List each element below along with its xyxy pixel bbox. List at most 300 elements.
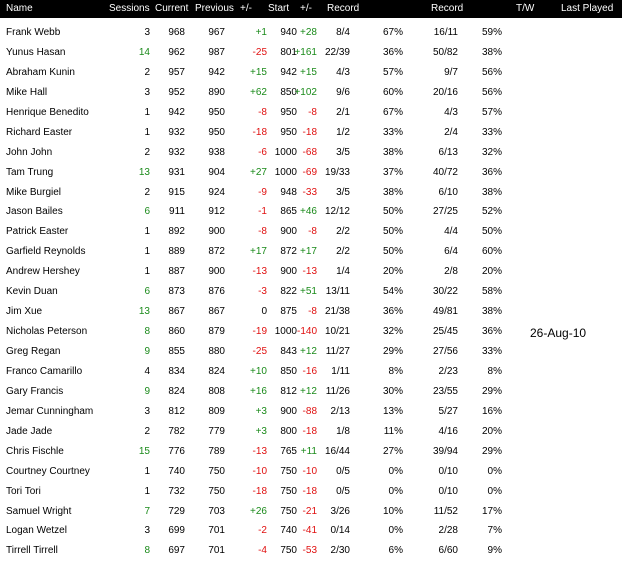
record-current: 2/1 <box>336 106 350 118</box>
record-current: 2/30 <box>330 545 350 557</box>
current-rating: 911 <box>169 206 185 218</box>
delta-previous: +3 <box>255 405 267 417</box>
table-row <box>0 362 622 382</box>
player-name: Samuel Wright <box>6 505 72 517</box>
delta-start: +46 <box>300 206 317 218</box>
sessions-count: 4 <box>144 365 150 377</box>
sessions-count: 8 <box>144 545 150 557</box>
delta-start: -41 <box>302 525 317 537</box>
record-total: 5/27 <box>438 405 458 417</box>
delta-previous: -3 <box>258 286 267 298</box>
sessions-count: 2 <box>144 186 150 198</box>
player-name: Abraham Kunin <box>6 66 75 78</box>
start-rating: 865 <box>280 206 297 218</box>
sessions-count: 1 <box>144 246 150 258</box>
record-current: 16/44 <box>324 445 350 457</box>
sessions-count: 2 <box>144 146 150 158</box>
table-row <box>0 442 622 462</box>
table-row <box>0 103 622 123</box>
pct-total: 16% <box>481 405 502 417</box>
start-rating: 750 <box>280 505 297 517</box>
current-rating: 776 <box>168 445 185 457</box>
pct-current: 36% <box>382 46 403 58</box>
delta-previous: 0 <box>261 306 267 318</box>
record-total: 6/4 <box>444 246 458 258</box>
header-tw: T/W <box>516 3 535 14</box>
record-total: 2/8 <box>444 266 458 278</box>
sessions-count: 3 <box>144 27 150 38</box>
player-name: Chris Fischle <box>6 445 64 457</box>
delta-start: -69 <box>302 166 317 178</box>
header-current: Current <box>155 3 189 14</box>
record-current: 0/14 <box>330 525 350 537</box>
pct-current: 8% <box>388 365 403 377</box>
sessions-count: 7 <box>144 505 150 517</box>
pct-current: 67% <box>382 27 403 38</box>
pct-current: 57% <box>382 66 403 78</box>
current-rating: 867 <box>168 306 185 318</box>
previous-rating: 880 <box>208 346 225 357</box>
current-rating: 931 <box>168 166 185 178</box>
record-current: 19/33 <box>324 166 350 178</box>
sessions-count: 6 <box>144 286 150 298</box>
delta-previous: -6 <box>258 146 267 158</box>
pct-current: 27% <box>382 445 403 457</box>
sessions-count: 6 <box>144 206 150 218</box>
record-current: 3/5 <box>336 146 350 158</box>
delta-start: -13 <box>302 266 317 278</box>
pct-total: 50% <box>481 226 502 238</box>
pct-total: 60% <box>481 246 502 258</box>
delta-previous: -4 <box>258 545 267 557</box>
pct-current: 33% <box>382 126 403 138</box>
delta-start: -140 <box>296 326 317 338</box>
start-rating: 801 <box>280 46 297 58</box>
delta-previous: +16 <box>250 385 267 397</box>
table-row <box>0 242 622 262</box>
delta-start: +12 <box>300 385 317 397</box>
record-total: 6/13 <box>438 146 458 158</box>
pct-total: 52% <box>481 206 502 218</box>
table-row <box>0 202 622 222</box>
record-current: 9/6 <box>336 86 350 98</box>
sessions-count: 14 <box>138 46 150 58</box>
pct-total: 32% <box>481 146 502 158</box>
delta-previous: -25 <box>252 346 267 357</box>
previous-rating: 924 <box>208 186 225 198</box>
sessions-count: 2 <box>144 425 150 437</box>
pct-total: 20% <box>481 266 502 278</box>
delta-start: -68 <box>302 146 317 158</box>
record-total: 25/45 <box>432 326 458 338</box>
pct-current: 6% <box>388 545 403 557</box>
sessions-count: 1 <box>144 266 150 278</box>
current-rating: 782 <box>168 425 185 437</box>
previous-rating: 701 <box>208 525 225 537</box>
pct-current: 54% <box>382 286 403 298</box>
previous-rating: 938 <box>208 146 225 158</box>
record-total: 0/10 <box>438 485 458 497</box>
record-total: 27/25 <box>432 206 458 218</box>
previous-rating: 950 <box>208 126 225 138</box>
table-row <box>0 183 622 203</box>
delta-previous: -2 <box>258 525 267 537</box>
current-rating: 962 <box>168 46 185 58</box>
pct-current: 29% <box>382 346 403 357</box>
player-name: John John <box>6 146 53 158</box>
pct-total: 33% <box>481 346 502 357</box>
pct-total: 38% <box>481 46 502 58</box>
delta-previous: -1 <box>258 206 267 218</box>
table-row <box>0 502 622 522</box>
pct-total: 9% <box>487 545 502 557</box>
table-row <box>0 422 622 442</box>
table-header <box>0 0 622 18</box>
pct-current: 60% <box>382 86 403 98</box>
previous-rating: 967 <box>208 27 225 38</box>
table-row <box>0 482 622 502</box>
start-rating: 843 <box>280 346 297 357</box>
record-total: 20/16 <box>432 86 458 98</box>
header-delta-previous: +/- <box>240 3 252 14</box>
sessions-count: 13 <box>138 306 150 318</box>
player-name: Mike Hall <box>6 86 48 98</box>
record-current: 1/2 <box>336 126 350 138</box>
table-row <box>0 222 622 242</box>
current-rating: 932 <box>168 126 185 138</box>
delta-previous: -10 <box>252 465 267 477</box>
record-total: 40/72 <box>432 166 458 178</box>
start-rating: 900 <box>280 226 297 238</box>
previous-rating: 876 <box>208 286 225 298</box>
table-row <box>0 23 622 43</box>
delta-previous: +17 <box>250 246 267 258</box>
header-start: Start <box>268 3 290 14</box>
start-rating: 875 <box>280 306 297 318</box>
delta-previous: +15 <box>250 66 267 78</box>
delta-start: +11 <box>300 445 317 457</box>
last-played-date: 26-Aug-10 <box>530 326 587 340</box>
player-name: Franco Camarillo <box>6 365 83 377</box>
header-name: Name <box>6 3 33 14</box>
record-current: 1/8 <box>336 425 350 437</box>
table-row <box>0 342 622 362</box>
pct-current: 36% <box>382 306 403 318</box>
record-current: 12/12 <box>324 206 350 218</box>
previous-rating: 750 <box>208 465 225 477</box>
pct-total: 38% <box>481 306 502 318</box>
record-current: 21/38 <box>324 306 350 318</box>
current-rating: 740 <box>168 465 185 477</box>
record-current: 11/26 <box>325 385 350 397</box>
pct-current: 32% <box>382 326 403 338</box>
sessions-count: 1 <box>144 485 150 497</box>
previous-rating: 904 <box>208 166 225 178</box>
start-rating: 948 <box>280 186 297 198</box>
record-total: 0/10 <box>438 465 458 477</box>
header-record-current: Record <box>327 3 360 14</box>
delta-start: -8 <box>308 306 317 318</box>
delta-start: +12 <box>300 346 317 357</box>
delta-previous: -19 <box>252 326 267 338</box>
record-current: 2/2 <box>336 226 350 238</box>
table-row <box>0 143 622 163</box>
record-current: 1/4 <box>336 266 350 278</box>
record-current: 11/27 <box>325 346 350 357</box>
start-rating: 1000 <box>274 166 297 178</box>
previous-rating: 942 <box>208 66 225 78</box>
delta-previous: -18 <box>252 485 267 497</box>
start-rating: 800 <box>280 425 297 437</box>
pct-total: 56% <box>481 66 502 78</box>
table-row <box>0 63 622 83</box>
start-rating: 822 <box>280 286 297 298</box>
pct-total: 33% <box>481 126 502 138</box>
player-name: Nicholas Peterson <box>6 326 88 338</box>
current-rating: 732 <box>168 485 185 497</box>
header-last-played: Last Played <box>561 3 614 14</box>
record-total: 9/7 <box>444 66 458 78</box>
start-rating: 900 <box>280 266 297 278</box>
record-total: 6/60 <box>438 545 458 557</box>
player-name: Yunus Hasan <box>6 46 66 58</box>
current-rating: 892 <box>168 226 185 238</box>
delta-start: -18 <box>302 425 317 437</box>
current-rating: 824 <box>168 385 185 397</box>
delta-start: -16 <box>302 365 317 377</box>
table-row <box>0 43 622 63</box>
current-rating: 915 <box>168 186 185 198</box>
delta-previous: -8 <box>258 226 267 238</box>
pct-current: 0% <box>388 525 403 537</box>
start-rating: 1000 <box>274 146 297 158</box>
pct-current: 50% <box>382 206 403 218</box>
delta-start: -18 <box>302 485 317 497</box>
table-row <box>0 123 622 143</box>
start-rating: 900 <box>280 405 297 417</box>
pct-current: 50% <box>382 246 403 258</box>
start-rating: 1000 <box>274 326 297 338</box>
delta-previous: -13 <box>252 266 267 278</box>
header-previous: Previous <box>195 3 234 14</box>
record-current: 13/11 <box>325 286 350 298</box>
previous-rating: 987 <box>208 46 225 58</box>
current-rating: 873 <box>168 286 185 298</box>
player-name: Gary Francis <box>6 385 64 397</box>
current-rating: 932 <box>168 146 185 158</box>
sessions-count: 2 <box>144 66 150 78</box>
player-name: Patrick Easter <box>6 226 69 238</box>
sessions-count: 1 <box>144 226 150 238</box>
delta-previous: -25 <box>252 46 267 58</box>
table-row <box>0 521 622 541</box>
delta-start: +15 <box>300 66 317 78</box>
delta-previous: +1 <box>255 27 267 38</box>
sessions-count: 9 <box>144 346 150 357</box>
previous-rating: 809 <box>208 405 225 417</box>
record-current: 0/5 <box>336 465 350 477</box>
delta-start: -10 <box>302 465 317 477</box>
delta-start: -8 <box>308 106 317 118</box>
delta-start: -88 <box>302 405 317 417</box>
pct-total: 36% <box>481 166 502 178</box>
player-name: Jim Xue <box>6 306 43 318</box>
pct-current: 10% <box>382 505 403 517</box>
record-current: 0/5 <box>336 485 350 497</box>
table-row <box>0 402 622 422</box>
pct-total: 7% <box>487 525 502 537</box>
record-total: 6/10 <box>438 186 458 198</box>
current-rating: 942 <box>168 106 185 118</box>
table-row <box>0 382 622 402</box>
header-delta-start: +/- <box>300 3 312 14</box>
header-record-total: Record <box>431 3 464 14</box>
delta-start: -21 <box>302 505 317 517</box>
sessions-count: 13 <box>138 166 150 178</box>
record-total: 4/16 <box>438 425 458 437</box>
standings-table <box>0 23 622 561</box>
start-rating: 850 <box>280 86 297 98</box>
sessions-count: 8 <box>144 326 150 338</box>
delta-start: +102 <box>294 86 317 98</box>
current-rating: 968 <box>168 27 185 38</box>
delta-start: -8 <box>308 226 317 238</box>
previous-rating: 890 <box>208 86 225 98</box>
sessions-count: 1 <box>144 126 150 138</box>
pct-total: 38% <box>481 186 502 198</box>
pct-total: 17% <box>481 505 502 517</box>
current-rating: 697 <box>168 545 185 557</box>
current-rating: 729 <box>168 505 185 517</box>
pct-current: 0% <box>388 485 403 497</box>
pct-current: 38% <box>382 186 403 198</box>
pct-total: 29% <box>481 385 502 397</box>
pct-total: 36% <box>481 326 502 338</box>
current-rating: 834 <box>168 365 185 377</box>
sessions-count: 3 <box>144 525 150 537</box>
start-rating: 750 <box>280 545 297 557</box>
start-rating: 812 <box>280 385 297 397</box>
current-rating: 699 <box>168 525 185 537</box>
start-rating: 942 <box>280 66 297 78</box>
player-name: Tori Tori <box>6 485 41 497</box>
sessions-count: 9 <box>144 385 150 397</box>
table-row <box>0 83 622 103</box>
pct-total: 56% <box>481 86 502 98</box>
pct-total: 57% <box>481 106 502 118</box>
start-rating: 950 <box>280 126 297 138</box>
record-total: 16/11 <box>433 27 458 38</box>
record-current: 22/39 <box>324 46 350 58</box>
start-rating: 940 <box>280 27 297 38</box>
record-total: 49/81 <box>432 306 458 318</box>
player-name: Tam Trung <box>6 166 54 178</box>
previous-rating: 867 <box>208 306 225 318</box>
pct-current: 38% <box>382 146 403 158</box>
pct-current: 0% <box>388 465 403 477</box>
delta-previous: +27 <box>250 166 267 178</box>
player-name: Tirrell Tirrell <box>6 545 58 557</box>
record-total: 11/52 <box>433 505 458 517</box>
delta-previous: -13 <box>252 445 267 457</box>
start-rating: 850 <box>280 365 297 377</box>
player-name: Courtney Courtney <box>6 465 90 477</box>
player-name: Greg Regan <box>6 346 61 357</box>
record-current: 3/26 <box>330 505 350 517</box>
table-row <box>0 262 622 282</box>
record-total: 4/4 <box>444 226 458 238</box>
delta-start: -53 <box>302 545 317 557</box>
player-name: Jason Bailes <box>6 206 63 218</box>
previous-rating: 703 <box>208 505 225 517</box>
start-rating: 750 <box>280 465 297 477</box>
start-rating: 872 <box>280 246 297 258</box>
pct-current: 37% <box>382 166 403 178</box>
pct-current: 30% <box>382 385 403 397</box>
pct-total: 20% <box>481 425 502 437</box>
delta-start: +28 <box>300 27 317 38</box>
record-total: 27/56 <box>432 346 458 357</box>
delta-previous: -8 <box>258 106 267 118</box>
pct-current: 13% <box>382 405 403 417</box>
previous-rating: 779 <box>208 425 225 437</box>
delta-previous: +10 <box>250 365 267 377</box>
previous-rating: 912 <box>208 206 225 218</box>
player-name: Jade Jade <box>6 425 53 437</box>
sessions-count: 3 <box>144 405 150 417</box>
pct-current: 50% <box>382 226 403 238</box>
previous-rating: 872 <box>208 246 225 258</box>
player-name: Mike Burgiel <box>6 186 62 198</box>
pct-total: 29% <box>481 445 502 457</box>
player-name: Frank Webb <box>6 27 61 38</box>
player-name: Henrique Benedito <box>6 106 89 118</box>
record-current: 10/21 <box>324 326 350 338</box>
player-name: Andrew Hershey <box>6 266 80 278</box>
pct-total: 8% <box>487 365 502 377</box>
record-total: 4/3 <box>444 106 458 118</box>
record-total: 30/22 <box>432 286 458 298</box>
previous-rating: 950 <box>208 106 225 118</box>
record-current: 2/13 <box>330 405 350 417</box>
previous-rating: 808 <box>208 385 225 397</box>
delta-start: +51 <box>300 286 317 298</box>
current-rating: 957 <box>168 66 185 78</box>
previous-rating: 750 <box>208 485 225 497</box>
pct-current: 20% <box>382 266 403 278</box>
table-row <box>0 282 622 302</box>
delta-previous: +26 <box>250 505 267 517</box>
pct-total: 59% <box>481 27 502 38</box>
table-row <box>0 302 622 322</box>
current-rating: 860 <box>168 326 185 338</box>
previous-rating: 701 <box>208 545 225 557</box>
record-current: 1/11 <box>331 365 350 377</box>
current-rating: 952 <box>168 86 185 98</box>
record-current: 3/5 <box>336 186 350 198</box>
previous-rating: 900 <box>208 226 225 238</box>
start-rating: 740 <box>280 525 297 537</box>
table-row <box>0 322 622 342</box>
start-rating: 750 <box>280 485 297 497</box>
record-total: 2/4 <box>444 126 458 138</box>
current-rating: 889 <box>168 246 185 258</box>
pct-total: 0% <box>487 465 502 477</box>
delta-start: -18 <box>302 126 317 138</box>
record-current: 2/2 <box>336 246 350 258</box>
delta-previous: +3 <box>255 425 267 437</box>
sessions-count: 3 <box>144 86 150 98</box>
